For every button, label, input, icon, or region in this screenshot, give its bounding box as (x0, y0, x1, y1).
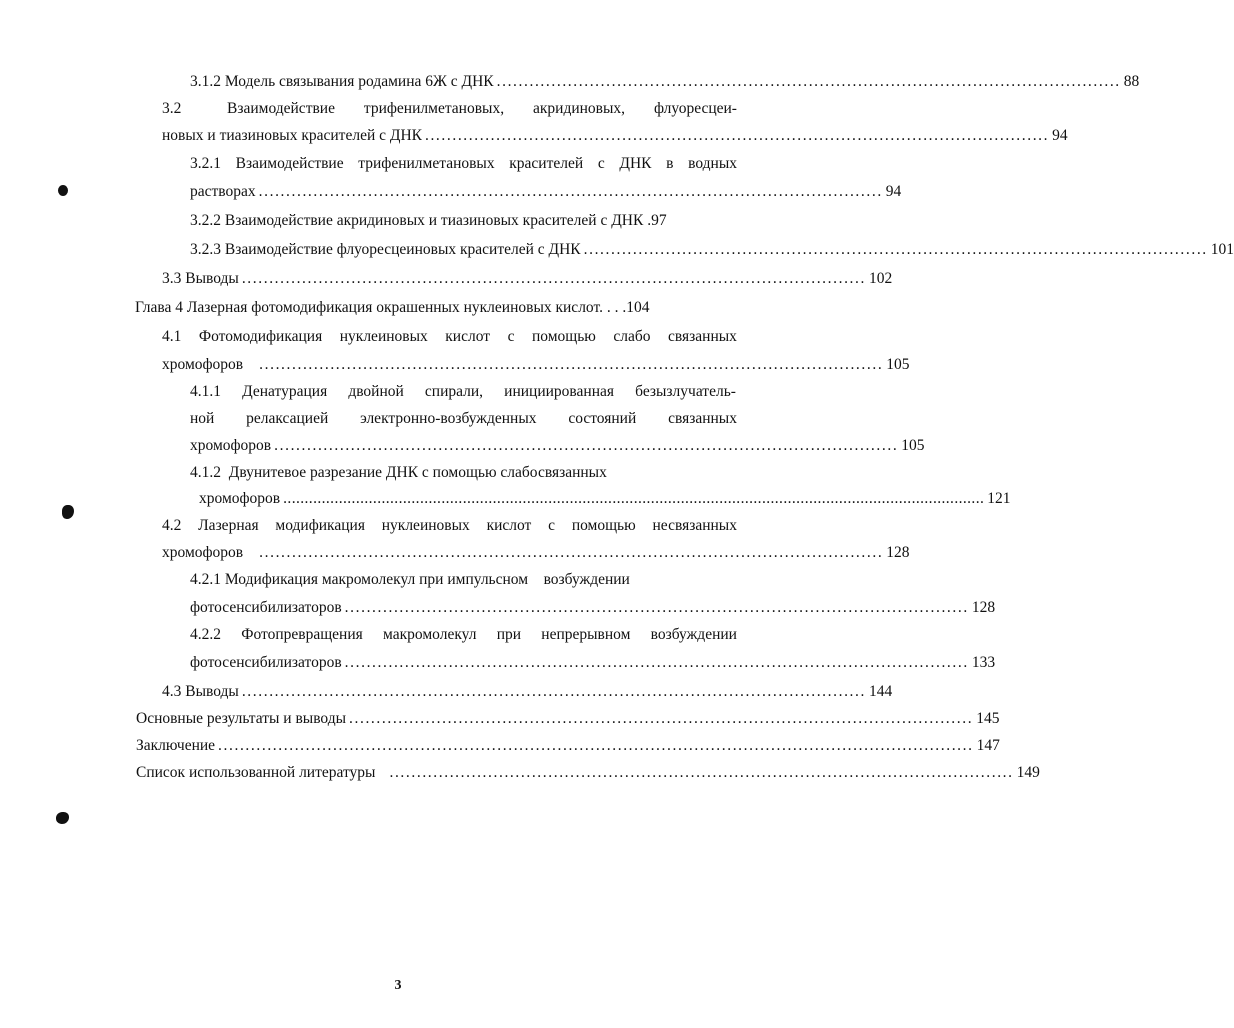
toc-entry-results (136, 709, 1000, 729)
toc-entry-title: 3.2.3 Взаимодействие флуоресцеиновых красителей с ДНК (190, 241, 581, 258)
dot-leader: .................................................................................................................. (241, 270, 866, 287)
toc-entry-title: Список использованной литературы (136, 764, 376, 781)
toc-entry-3-2-1-line1: 3.2.1 Взаимодействие трифенилметановых красителей с ДНК в водных (190, 155, 737, 172)
toc-entry-4-2-1-line2 (190, 598, 996, 618)
dot-leader: .................................................................................................................. (259, 544, 884, 561)
toc-entry-4-2-line2 (162, 543, 910, 563)
scan-blot (58, 185, 68, 196)
toc-entry-title: хромофоров (199, 490, 281, 507)
toc-entry-3-2-line2 (162, 126, 1068, 146)
page-number: 3 (394, 978, 402, 993)
toc-entry-title: хромофоров (162, 356, 244, 373)
toc-entry-title: 3.3 Выводы (162, 270, 239, 287)
toc-page-number: 144 (868, 683, 893, 700)
toc-entry-title: фотосенсибилизаторов (190, 654, 342, 671)
toc-entry-title: хромофоров (190, 437, 272, 454)
toc-entry-4-1-1-line2: ной релаксацией электронно-возбужденных состояний связанных (190, 410, 737, 427)
toc-entry-3-2-line1: Взаимодействие трифенилметановых, акридиновых, флуоресцеи- (227, 100, 737, 117)
toc-entry-title: растворах (190, 183, 256, 200)
toc-entry-3-2-3 (190, 240, 1234, 260)
toc-entry-4-1-2-line1: 4.1.2 Двунитевое разрезание ДНК с помощью слабосвязанных (190, 464, 607, 481)
toc-entry-title: 3.1.2 Модель связывания родамина 6Ж с ДНК (190, 73, 494, 90)
toc-entry-3-2-num: 3.2 (162, 100, 182, 117)
toc-page-number: 121 (987, 490, 1011, 507)
toc-entry-title: 4.3 Выводы (162, 683, 239, 700)
toc-page-number: 94 (1052, 127, 1068, 144)
dot-leader: .................................................................................................................. (389, 764, 1014, 781)
toc-chapter-4: Глава 4 Лазерная фотомодификация окрашенных нуклеиновых кислот. . . .104 (135, 299, 650, 316)
dot-leader: .................................................................................................................. (274, 437, 899, 454)
toc-entry-title: Основные результаты и выводы (136, 710, 347, 727)
dot-leader: .................................................................................................................. (349, 710, 974, 727)
toc-entry-3-1-2 (190, 72, 1140, 92)
toc-page-number: 105 (901, 437, 925, 454)
toc-page-number: 128 (971, 599, 996, 616)
dot-leader: .................................................................................................................. (424, 127, 1050, 144)
toc-page-number: 128 (886, 544, 910, 561)
dot-leader: .................................................................................................................. (496, 73, 1121, 90)
toc-page-number: 101 (1210, 241, 1234, 258)
toc-entry-title: хромофоров (162, 544, 244, 561)
dot-leader: .................................................................................................................. (344, 654, 969, 671)
toc-entry-3-2-1-line2 (190, 182, 902, 202)
toc-entry-3-2-2: 3.2.2 Взаимодействие акридиновых и тиазиновых красителей с ДНК .97 (190, 212, 667, 229)
toc-page-number: 149 (1016, 764, 1040, 781)
dot-leader: .................................................................................................................. (583, 241, 1208, 258)
toc-entry-4-1-1-line3 (190, 436, 925, 456)
toc-entry-conclusion (136, 736, 1000, 756)
toc-page-number: 94 (885, 183, 902, 200)
toc-entry-4-1-line1: 4.1 Фотомодификация нуклеиновых кислот с помощью слабо связанных (162, 328, 737, 345)
toc-entry-title: фотосенсибилизаторов (190, 599, 342, 616)
dot-leader: .................................................................................................................................................................... (283, 490, 985, 507)
toc-entry-4-1-1-line1: 4.1.1 Денатурация двойной спирали, инициированная безызлучатель- (190, 383, 736, 400)
toc-entry-title: новых и тиазиновых красителей с ДНК (162, 127, 422, 144)
toc-entry-4-2-line1: 4.2 Лазерная модификация нуклеиновых кислот с помощью несвязанных (162, 517, 737, 534)
dot-leader: .................................................................................................................. (241, 683, 866, 700)
toc-page-number: 105 (886, 356, 910, 373)
toc-entry-4-1-line2 (162, 355, 910, 375)
toc-page-number: 88 (1123, 73, 1140, 90)
toc-page-number: 145 (976, 710, 1000, 727)
toc-page-number: 133 (971, 654, 996, 671)
toc-entry-4-3 (162, 682, 893, 702)
toc-entry-4-2-1-line1: 4.2.1 Модификация макромолекул при импульсном возбуждении (190, 571, 630, 588)
toc-entry-4-2-2-line2 (190, 653, 996, 673)
dot-leader: .................................................................................................................. (344, 599, 969, 616)
toc-entry-title: Заключение (136, 737, 216, 754)
toc-entry-4-2-2-line1: 4.2.2 Фотопревращения макромолекул при непрерывном возбуждении (190, 626, 737, 643)
toc-entry-4-1-2-line2 (199, 489, 1011, 509)
dot-leader: .......................................................................................................................................... (218, 737, 974, 754)
toc-page-number: 147 (976, 737, 1000, 754)
dot-leader: .................................................................................................................. (258, 183, 883, 200)
toc-page-number: 102 (868, 270, 893, 287)
toc-entry-3-3 (162, 269, 893, 289)
toc-entry-references (136, 763, 1040, 783)
dot-leader: .................................................................................................................. (259, 356, 884, 373)
